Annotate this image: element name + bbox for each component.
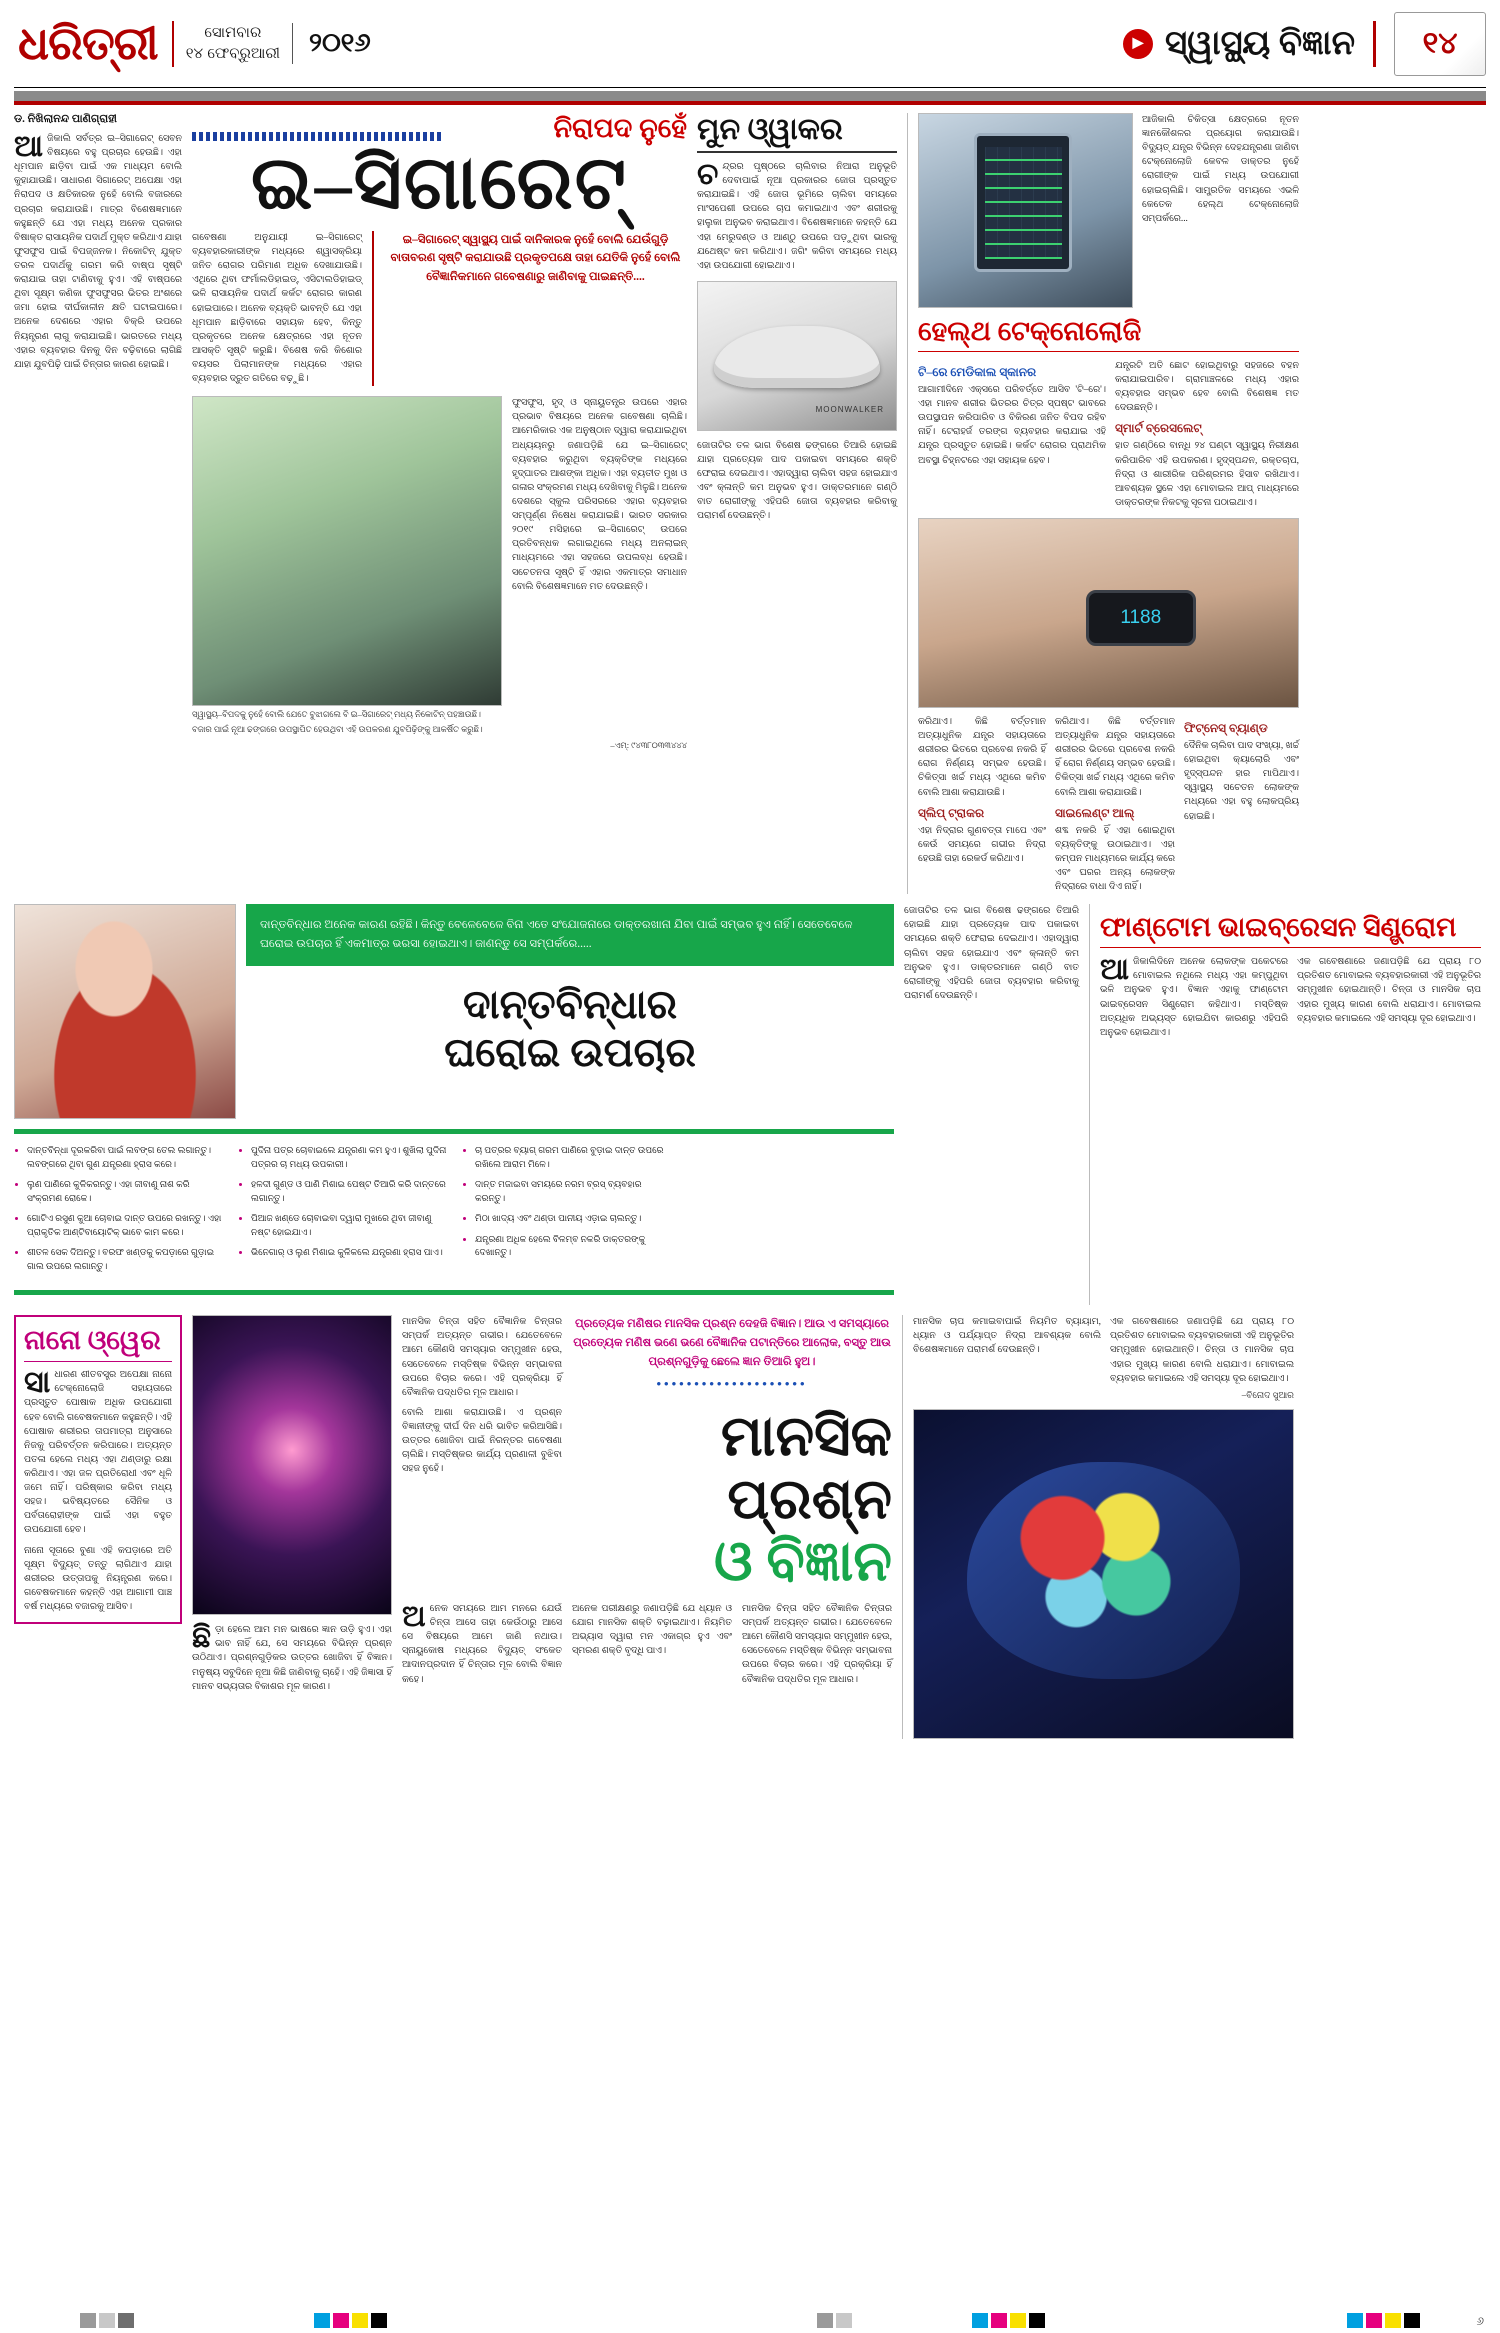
phantom-text-1: ଆଜିକାଲିଦିନେ ଅନେକ ଲୋକଙ୍କ ପକେଟରେ ମୋବାଇଲ ନଥିଲେ ମଧ୍ୟ ଏହା କମ୍ପୁଥିବା ଭଳି ଅନୁଭବ ହୁଏ। ବିଜ୍ଞାନ ଏହାକୁ ଫାଣ୍ଟୋମ ଭାଇବ୍ରେସନ ସିଣ୍ଡ୍ରୋମ କହିଥାଏ। ମସ୍ତିଷ୍କ ଅତ୍ୟଧିକ ଅଭ୍ୟସ୍ତ ହୋଇଯିବା କାରଣରୁ ଏହିପରି ଅନୁଭବ ହୋଇଥାଏ।	[1100, 953, 1288, 1038]
nano-photo-column	[192, 1315, 392, 1739]
smartphone-health-photo	[918, 113, 1133, 308]
fitness-band-photo	[918, 518, 1299, 708]
section-title	[1123, 25, 1355, 63]
mental-col-1: ଛିଡ଼ା ହେଲେ ଆମ ମନ ଭାଷରେ ଜ୍ଞାନ ଉଡ଼ି ହୁଏ। ଏହା ଭାବ ନାହିଁ ଯେ, ସେ ସମୟରେ ବିଭିନ୍ନ ପ୍ରଶ୍ନ ଉଠିଥାଏ। ପ୍ରଶ୍ନଗୁଡ଼ିକର ଉତ୍ତର ଖୋଜିବା ହିଁ ବିଜ୍ଞାନ। ମନୁଷ୍ୟ ସବୁଦିନେ ନୂଆ କିଛି ଜାଣିବାକୁ ଚାହେଁ। ଏହି ଜିଜ୍ଞାସା ହିଁ ମାନବ ସଭ୍ୟତାର ବିକାଶର ମୂଳ କାରଣ।	[192, 1621, 392, 1692]
phantom-text-2: ଏକ ଗବେଷଣାରେ ଜଣାପଡ଼ିଛି ଯେ ପ୍ରାୟ ୮୦ ପ୍ରତିଶତ ମୋବାଇଲ ବ୍ୟବହାରକାରୀ ଏହି ଅନୁଭୂତିର ସମ୍ମୁଖୀନ ହୋଇଥାନ୍ତି। ଚିନ୍ତା ଓ ମାନସିକ ଚାପ ଏହାର ମୁଖ୍ୟ କାରଣ ବୋଲି ଧରାଯାଏ। ମୋବାଇଲ ବ୍ୟବହାର କମାଇଲେ ଏହି ସମସ୍ୟା ଦୂର ହୋଇଥାଏ।	[1297, 957, 1481, 1024]
list-item: • ଦାନ୍ତ ମଜାଇବା ସମୟରେ ନରମ ବ୍ରସ୍ ବ୍ୟବହାର କରନ୍ତୁ।	[475, 1178, 672, 1205]
masthead-date	[174, 23, 293, 64]
masthead-day: ସୋମବାର	[204, 24, 262, 42]
toothache-tips-col1	[14, 1144, 224, 1280]
vaping-photo-caption: ସ୍ୱାସ୍ଥ୍ୟ–ବିପଦକୁ ନୁହେଁ ବୋଲି ଯେତେ ବୁଝାଗଲେ ବି ଇ–ସିଗାରେଟ୍ ମଧ୍ୟ ନିକୋଟିନ୍ ପହଞ୍ଚାଉଛି।	[192, 710, 481, 720]
print-registration-bar	[0, 2307, 1500, 2333]
swatch	[972, 2313, 988, 2328]
mental-heading-2a: ଓ	[713, 1531, 767, 1594]
shoe-photo	[697, 281, 897, 431]
mental-col-4: ଅନେକ ସମୟରେ ଆମ ମନରେ ଯେଉଁ ଚିନ୍ତା ଆସେ ତାହା କେଉଁଠାରୁ ଆସେ ସେ ବିଷୟରେ ଆମେ ଜାଣି ନଥାଉ। ସ୍ନାୟୁକୋଷ ମଧ୍ୟରେ ବିଦ୍ୟୁତ୍ ସଂକେତ ଆଦାନପ୍ରଦାନ ହିଁ ଚିନ୍ତାର ମୂଳ ବୋଲି ବିଜ୍ଞାନ କହେ।	[402, 1600, 562, 1685]
list-item: • ପିଆଜ ଖଣ୍ଡେ ଚୋବାଇବା ଦ୍ୱାରା ମୁଖରେ ଥିବା ଜୀବାଣୁ ନଷ୍ଟ ହୋଇଯାଏ।	[251, 1212, 448, 1239]
green-divider	[14, 1129, 894, 1134]
lead-kicker: ନିରାପଦ ନୁହେଁ	[553, 113, 687, 143]
swatch	[333, 2313, 349, 2328]
main-grid	[14, 113, 1486, 894]
moonwalker-article	[697, 113, 897, 894]
middle-band	[14, 904, 1486, 1305]
nano-text-2: ନାନୋ ସୂତାରେ ବୁଣା ଏହି କପଡ଼ାରେ ଅତି ସୂକ୍ଷ୍ମ ବିଦ୍ୟୁତ୍ ତନ୍ତୁ ଲାଗିଥାଏ ଯାହା ଶରୀରର ଉତ୍ତାପକୁ ନିୟନ୍ତ୍ରଣ କରେ। ଗବେଷକମାନେ କହନ୍ତି ଏହା ଆଗାମୀ ପାଞ୍ଚ ବର୍ଷ ମଧ୍ୟରେ ବଜାରକୁ ଆସିବ।	[24, 1545, 172, 1612]
mental-col-3: ବୋଲି ଆଶା କରାଯାଉଛି। ଏ ପ୍ରଶ୍ନ ବିଜ୍ଞାନୀଙ୍କୁ ଦୀର୍ଘ ଦିନ ଧରି ଭାବିତ କରିଆସିଛି। ଉତ୍ତର ଖୋଜିବା ପାଇଁ ନିରନ୍ତର ଗବେଷଣା ଚାଲିଛି। ମସ୍ତିଷ୍କର କାର୍ଯ୍ୟ ପ୍ରଣାଳୀ ବୁଝିବା ସହଜ ନୁହେଁ।	[402, 1407, 562, 1475]
swatch	[99, 2313, 115, 2328]
phone-body	[974, 133, 1072, 272]
mental-heading-1: ମାନସିକ ପ୍ରଶ୍ନ	[720, 1405, 892, 1531]
masthead-year: ୨୦୧୬	[309, 28, 371, 57]
silent-alarm-text: ଶବ୍ଦ ନକରି ହିଁ ଏହା ଶୋଇଥିବା ବ୍ୟକ୍ତିଙ୍କୁ ଉଠାଇଥାଏ। ଏହା କମ୍ପନ ମାଧ୍ୟମରେ କାର୍ଯ୍ୟ କରେ ଏବଂ ଘରର ଅନ୍ୟ ଲୋକଙ୍କ ନିଦ୍ରାରେ ବାଧା ଦିଏ ନାହିଁ।	[1055, 825, 1175, 893]
moonwalker-continued: ଜୋତାଟିର ତଳ ଭାଗ ବିଶେଷ ଢଙ୍ଗରେ ତିଆରି ହୋଇଛି ଯାହା ପ୍ରତ୍ୟେକ ପାଦ ପକାଇବା ସମୟରେ ଶକ୍ତି ଫେରାଇ ଦେଇଥାଏ। ଏହାଦ୍ୱାରା ଚାଲିବା ସହଜ ହୋଇଯାଏ ଏବଂ କ୍ଳାନ୍ତି କମ ଅନୁଭବ ହୁଏ। ଡାକ୍ତରମାନେ ଗଣ୍ଠି ବାତ ରୋଗୀଙ୍କୁ ଏହିପରି ଜୋତା ବ୍ୟବହାର କରିବାକୁ ପରାମର୍ଶ ଦେଉଛନ୍ତି।	[904, 906, 1079, 1001]
swatch	[314, 2313, 330, 2328]
shoe-brand-label: MOONWALKER	[815, 404, 884, 414]
swatch	[1029, 2313, 1045, 2328]
masthead-stripe-red	[14, 101, 1486, 105]
swatch	[371, 2313, 387, 2328]
color-swatches-cmyk-2	[972, 2313, 1045, 2328]
play-icon: ▶	[1123, 29, 1153, 59]
list-item: • ଲୁଣ ପାଣିରେ କୁଳିକରନ୍ତୁ। ଏହା ଜୀବାଣୁ ନାଶ କରି ସଂକ୍ରମଣ ରୋକେ।	[27, 1178, 224, 1205]
masthead-date-text: ୧୪ ଫେବ୍ରୁଆରୀ	[185, 44, 280, 62]
toothache-tips-col3	[462, 1144, 672, 1280]
list-item: • ପୁଦିନା ପତ୍ର ଚୋବାଇଲେ ଯନ୍ତ୍ରଣା କମ ହୁଏ। ଶୁଖିଲା ପୁଦିନା ପତ୍ରର ଚା ମଧ୍ୟ ଉପକାରୀ।	[251, 1144, 448, 1171]
masthead-stripe	[14, 91, 1486, 101]
lead-story	[192, 113, 687, 894]
silent-alarm-subhead: ସାଇଲେଣ୍ଟ ଆଲ୍‌	[1055, 805, 1135, 820]
toothache-heading-2: ଘରୋଇ ଉପଚାର	[444, 1030, 696, 1076]
toothache-photo	[14, 904, 236, 1119]
list-item: • ଗୋଟିଏ ରସୁଣ କୁଆ ଚୋବାଇ ଦାନ୍ତ ଉପରେ ରଖନ୍ତୁ। ଏହା ପ୍ରାକୃତିକ ଆଣ୍ଟିବାୟୋଟିକ୍ ଭାବେ କାମ କରେ।	[27, 1212, 224, 1239]
mental-heading-2	[572, 1531, 892, 1594]
list-item: • ଭିନେଗାର୍ ଓ ଲୁଣ ମିଶାଇ କୁଳିକଲେ ଯନ୍ତ୍ରଣା ହ୍ରାସ ପାଏ।	[251, 1246, 448, 1260]
masthead-divider	[1373, 21, 1376, 67]
decorative-bar	[192, 132, 442, 141]
list-item: • ଯନ୍ତ୍ରଣା ଅଧିକ ହେଲେ ବିଳମ୍ବ ନକରି ଡାକ୍ତରଙ୍କୁ ଦେଖାନ୍ତୁ।	[475, 1233, 672, 1260]
sleep-tracker-subhead: ସ୍ଲିପ୍ ଟ୍ରାକର	[918, 805, 985, 820]
vaping-photo-caption2: ବଜାର ପାଇଁ ନୂଆ ଢଙ୍ଗରେ ଉପସ୍ଥାପିତ ହେଉଥିବା ଏହି ଉପକରଣ ଯୁବପିଢ଼ିଙ୍କୁ ଆକର୍ଷିତ କରୁଛି।	[192, 725, 483, 735]
color-swatches-left	[80, 2313, 134, 2328]
phantom-heading: ଫାଣ୍ଟୋମ ଭାଇବ୍ରେସନ ସିଣ୍ଡ୍ରୋମ	[1100, 912, 1481, 948]
toothache-intro-box: ଦାନ୍ତବିନ୍ଧାର ଅନେକ କାରଣ ରହିଛି। କିନ୍ତୁ ବେଳେବେଳେ ବିନା ଏତେ ସଂଯୋଜନାରେ ଡାକ୍ତରଖାନା ଯିବା ପାଇଁ ସମ୍ଭବ ହୁଏ ନାହିଁ। ସେତେବେଳେ ଘରୋଇ ଉପଚାର ହିଁ ଏକମାତ୍ର ଭରସା ହୋଇଥାଏ। ଜାଣନ୍ତୁ ସେ ସମ୍ପର୍କରେ.....	[246, 904, 894, 966]
lead-col3-text: ଫୁସଫୁସ, ହୃଦ୍ ଓ ସ୍ନାୟୁତନ୍ତ୍ର ଉପରେ ଏହାର ପ୍ରଭାବ ବିଷୟରେ ଅନେକ ଗବେଷଣା ଚାଲିଛି। ଆମେରିକାର ଏକ ଅନୁଷ୍ଠାନ ଦ୍ୱାରା କରାଯାଇଥିବା ଅଧ୍ୟୟନରୁ ଜଣାପଡ଼ିଛି ଯେ ଇ–ସିଗାରେଟ୍ ବ୍ୟବହାର କରୁଥିବା ବ୍ୟକ୍ତିଙ୍କ ମଧ୍ୟରେ ହୃଦ୍‌ଘାତର ଆଶଙ୍କା ଅଧିକ। ଏହା ବ୍ୟତୀତ ମୁଖ ଓ ଗଳାର ସଂକ୍ରମଣ ମଧ୍ୟ ଦେଖିବାକୁ ମିଳୁଛି। ଅନେକ ଦେଶରେ ସ୍କୁଲ ପରିସରରେ ଏହାର ବ୍ୟବହାର ସମ୍ପୂର୍ଣ୍ଣ ନିଷେଧ କରାଯାଇଛି। ଭାରତ ସରକାର ୨୦୧୯ ମସିହାରେ ଇ–ସିଗାରେଟ୍ ଉପରେ ପ୍ରତିବନ୍ଧକ ଲଗାଇଥିଲେ ମଧ୍ୟ ଅନଲାଇନ୍ ମାଧ୍ୟମରେ ଏହା ସହଜରେ ଉପଲବ୍ଧ ହେଉଛି। ସଚେତନତା ସୃଷ୍ଟି ହିଁ ଏହାର ଏକମାତ୍ର ସମାଧାନ ବୋଲି ବିଶେଷଜ୍ଞମାନେ ମତ ଦେଉଛନ୍ତି।	[512, 398, 687, 592]
moonwalker-text: ଚନ୍ଦ୍ରର ପୃଷ୍ଠରେ ଚାଲିବାର ନିଆରା ଅନୁଭୂତି ଦେବାପାଇଁ ନୂଆ ପ୍ରକାରର ଜୋତା ପ୍ରସ୍ତୁତ କରାଯାଇଛି। ଏହି ଜୋତା ଭୂମିରେ ଚାଲିବା ସମୟରେ ମାଂସପେଶୀ ଉପରେ ଚାପ କମାଇଥାଏ ଏବଂ ଶରୀରକୁ ହାଲୁକା ଅନୁଭବ କରାଇଥାଏ। ବିଶେଷଜ୍ଞମାନେ କହନ୍ତି ଯେ ଏହା ମେରୁଦଣ୍ଡ ଓ ଆଣ୍ଠୁ ଉପରେ ପଡ଼ୁଥିବା ଭାରକୁ ଯଥେଷ୍ଟ କମ କରିଥାଏ। ଜଗିଂ କରିବା ସମୟରେ ମଧ୍ୟ ଏହା ଉପଯୋଗୀ ହୋଇଥାଏ।	[697, 158, 897, 271]
nano-wear-article	[14, 1315, 182, 1739]
mental-col-6: ମାନସିକ ଚିନ୍ତା ସହିତ ବୈଜ୍ଞାନିକ ଚିନ୍ତାର ସମ୍ପର୍କ ଅତ୍ୟନ୍ତ ଗଭୀର। ଯେତେବେଳେ ଆମେ କୌଣସି ସମସ୍ୟାର ସମ୍ମୁଖୀନ ହେଉ, ସେତେବେଳେ ମସ୍ତିଷ୍କ ବିଭିନ୍ନ ସମ୍ଭାବନା ଉପରେ ବିଚାର କରେ। ଏହି ପ୍ରକ୍ରିୟା ହିଁ ବୈଜ୍ଞାନିକ ପଦ୍ଧତିର ମୂଳ ଆଧାର।	[742, 1604, 892, 1685]
list-item: • ଶୀତଳ ସେକ ଦିଅନ୍ତୁ। ବରଫ ଖଣ୍ଡକୁ କପଡ଼ାରେ ଗୁଡ଼ାଇ ଗାଲ ଉପରେ ଲଗାନ୍ତୁ।	[27, 1246, 224, 1273]
nano-heading: ନାନୋ ଓ୍ୱେର	[24, 1325, 172, 1362]
sleep-tracker-text: ଏହା ନିଦ୍ରାର ଗୁଣବତ୍ତା ମାପେ ଏବଂ କେଉଁ ସମୟରେ ଗଭୀର ନିଦ୍ରା ହେଉଛି ତାହା ରେକର୍ଡ କରିଥାଏ।	[918, 825, 1046, 864]
lead-col1-text: ଆଜିକାଲି ସର୍ବତ୍ର ଇ–ସିଗାରେଟ୍ ସେବନ ବିଷୟରେ ବହୁ ପ୍ରଚାର ହେଉଛି। ଏହା ଧୂମପାନ ଛାଡ଼ିବା ପାଇଁ ଏକ ମାଧ୍ୟମ ବୋଲି କୁହାଯାଉଛି। ସାଧାରଣ ସିଗାରେଟ୍ ଅପେକ୍ଷା ଏହା ନିରାପଦ ଓ କ୍ଷତିକାରକ ନୁହେଁ ବୋଲି ବଜାରରେ ପ୍ରଚାର କରାଯାଉଛି। ମାତ୍ର ବିଶେଷଜ୍ଞମାନେ କହୁଛନ୍ତି ଯେ ଏହା ମଧ୍ୟ ଅନେକ ପ୍ରକାର ବିଷାକ୍ତ ରାସାୟନିକ ପଦାର୍ଥ ମୁକ୍ତ କରିଥାଏ ଯାହା ଫୁସଫୁସ ପାଇଁ ବିପଜ୍ଜନକ। ନିକୋଟିନ୍ ଯୁକ୍ତ ତରଳ ପଦାର୍ଥକୁ ଗରମ କରି ବାଷ୍ପ ସୃଷ୍ଟି କରାଯାଇ ତାହା ଟାଣିବାକୁ ହୁଏ। ଏହି ବାଷ୍ପରେ ଥିବା ସୂକ୍ଷ୍ମ କଣିକା ଫୁସଫୁସର ଭିତର ଅଂଶରେ ଜମା ହୋଇ ଦୀର୍ଘକାଳୀନ କ୍ଷତି ଘଟାଇପାରେ। ଅନେକ ଦେଶରେ ଏହାର ବିକ୍ରି ଉପରେ ନିୟନ୍ତ୍ରଣ ଲାଗୁ କରାଯାଇଛି। ଭାରତରେ ମଧ୍ୟ ଏହାର ବ୍ୟବହାର ଦିନକୁ ଦିନ ବଢ଼ିବାରେ ଲାଗିଛି ଯାହା ଯୁବପିଢ଼ି ପାଇଁ ଚିନ୍ତାର କାରଣ ହୋଇଛି।	[14, 130, 182, 370]
nano-particle-photo	[192, 1315, 392, 1615]
health-tech-colr1b: କରିଥାଏ। କିଛି ବର୍ତ୍ତମାନ ଅତ୍ୟାଧୁନିକ ଯନ୍ତ୍ର ସହାୟତାରେ ଶରୀରର ଭିତରେ ପ୍ରବେଶ ନକରି ହିଁ ରୋଗ ନିର୍ଣ୍ଣୟ ସମ୍ଭବ ହେଉଛି। ଚିକିତ୍ସା ଖର୍ଚ୍ଚ ମଧ୍ୟ ଏଥିରେ କମିବ ବୋଲି ଆଶା କରାଯାଉଛି।	[1055, 716, 1175, 798]
masthead	[14, 0, 1486, 88]
footer-page-number: ୬	[1476, 2314, 1484, 2328]
swatch	[80, 2313, 96, 2328]
swatch	[1385, 2313, 1401, 2328]
green-divider-2	[14, 1290, 894, 1295]
tray-scanner-subhead: ଟି–ରେ ମେଡିକାଲ ସ୍କାନର	[918, 365, 1037, 379]
color-swatches-cmyk	[314, 2313, 387, 2328]
column-left	[14, 113, 182, 894]
band-display: 1188	[1086, 590, 1196, 646]
health-tech-section	[907, 113, 1299, 894]
color-swatches-mid	[817, 2313, 852, 2328]
swatch	[1010, 2313, 1026, 2328]
brain-column	[902, 1315, 1294, 1739]
health-tech-photo-note: ଆଜିକାଲି ଚିକିତ୍ସା କ୍ଷେତ୍ରରେ ନୂତନ ଜ୍ଞାନକୌଶଳର ପ୍ରୟୋଗ କରାଯାଉଛି। ବିଦ୍ୟୁତ୍ ଯନ୍ତ୍ର ବିଭିନ୍ନ ଦେହଯନ୍ତ୍ରଣା ଜାଣିବା ଟେକ୍ନୋଲୋଜି କେବଳ ଡାକ୍ତର ନୁହେଁ ରୋଗୀଙ୍କ ପାଇଁ ମଧ୍ୟ ଉପଯୋଗୀ ହୋଇଚାଲିଛି। ସାମ୍ପ୍ରତିକ ସମୟରେ ଏଭଳି କେତେକ ହେଲ୍‌ଥ ଟେକ୍ନୋଲୋଜି ସମ୍ପର୍କରେ...	[1142, 115, 1299, 224]
vaping-photo	[192, 396, 502, 706]
lead-headline: ଇ–ସିଗାରେଟ୍	[251, 143, 628, 225]
lead-standfirst: ଇ–ସିଗାରେଟ୍ ସ୍ୱାସ୍ଥ୍ୟ ପାଇଁ ଦାନିକାରକ ନୁହେଁ ବୋଲି ଯେଉଁଗୁଡ଼ି ବାତାବରଣ ସୃଷ୍ଟି କରାଯାଉଛି ପ୍ରକୃତପକ୍ଷେ ତାହା ଯେତିକି ନୁହେଁ ବୋଲି ବୈଜ୍ଞାନିକମାନେ ଗବେଷଣାରୁ ଜାଣିବାକୁ ପାଇଛନ୍ତି....	[372, 231, 687, 386]
lead-byline: ଡ. ନିଖିଲାନନ୍ଦ ପାଣିଗ୍ରାହୀ	[14, 113, 117, 125]
nano-text: ସାଧାରଣ ଶୀତବସ୍ତ୍ର ଅପେକ୍ଷା ନାନୋ ଟେକ୍ନୋଲୋଜି ସହାୟତାରେ ପ୍ରସ୍ତୁତ ପୋଷାକ ଅଧିକ ଉପଯୋଗୀ ହେବ ବୋଲି ଗବେଷକମାନେ କହୁଛନ୍ତି। ଏହି ପୋଷାକ ଶରୀରର ତାପମାତ୍ରା ଅନୁସାରେ ନିଜକୁ ପରିବର୍ତ୍ତନ କରିପାରେ। ଅତ୍ୟନ୍ତ ପତଳା ହେଲେ ମଧ୍ୟ ଏହା ଥଣ୍ଡାରୁ ରକ୍ଷା କରିଥାଏ। ଏହା ଜଳ ପ୍ରତିରୋଧୀ ଏବଂ ଧୂଳି ଜମେ ନାହିଁ। ପରିଷ୍କାର କରିବା ମଧ୍ୟ ସହଜ। ଭବିଷ୍ୟତରେ ସୈନିକ ଓ ପର୍ବତାରୋହୀଙ୍କ ପାଇଁ ଏହା ବହୁତ ଉପଯୋଗୀ ହେବ।	[24, 1366, 172, 1536]
dotted-divider: ••••••••••••••••••••	[656, 1376, 808, 1392]
mental-science-article	[402, 1315, 892, 1739]
list-item: • ଦାନ୍ତବିନ୍ଧା ଦୂରକରିବା ପାଇଁ ଲବଙ୍ଗ ତେଲ ଲଗାନ୍ତୁ। ଲବଙ୍ଗରେ ଥିବା ଗୁଣ ଯନ୍ତ୍ରଣା ହ୍ରାସ କରେ।	[27, 1144, 224, 1171]
smart-bracelet-subhead: ସ୍ମାର୍ଟ ବ୍ରେସଲେଟ୍	[1115, 421, 1202, 436]
phantom-text-3: ମାନସିକ ଚାପ କମାଇବାପାଇଁ ନିୟମିତ ବ୍ୟାୟାମ, ଧ୍ୟାନ ଓ ପର୍ଯ୍ୟାପ୍ତ ନିଦ୍ରା ଆବଶ୍ୟକ ବୋଲି ବିଶେଷଜ୍ଞମାନେ ପରାମର୍ଶ ଦେଉଛନ୍ତି।	[913, 1317, 1101, 1356]
list-item: • ଚା ପତ୍ରର ବ୍ୟାଗ୍ ଗରମ ପାଣିରେ ବୁଡ଼ାଇ ଦାନ୍ତ ଉପରେ ରଖିଲେ ଆରାମ ମିଳେ।	[475, 1144, 672, 1171]
health-tech-colr1: କରିଥାଏ। କିଛି ବର୍ତ୍ତମାନ ଅତ୍ୟାଧୁନିକ ଯନ୍ତ୍ର ସହାୟତାରେ ଶରୀରର ଭିତରେ ପ୍ରବେଶ ନକରି ହିଁ ରୋଗ ନିର୍ଣ୍ଣୟ ସମ୍ଭବ ହେଉଛି। ଚିକିତ୍ସା ଖର୍ଚ୍ଚ ମଧ୍ୟ ଏଥିରେ କମିବ ବୋଲି ଆଶା କରାଯାଉଛି।	[918, 716, 1046, 798]
toothache-tips-col2	[238, 1144, 448, 1280]
fitness-band-subhead: ଫିଟ୍‌ନେସ୍ ବ୍ୟାଣ୍ଡ	[1184, 720, 1268, 735]
color-swatches-right	[1347, 2313, 1420, 2328]
swatch	[836, 2313, 852, 2328]
masthead-logo: ଧରିତ୍ରୀ	[14, 21, 174, 67]
swatch	[1404, 2313, 1420, 2328]
lead-source-note: –ଏମ୍: ୯୪୩୮୦୩୩୪୪୪	[610, 740, 687, 750]
swatch	[817, 2313, 833, 2328]
section-title-label: ସ୍ୱାସ୍ଥ୍ୟ ବିଜ୍ଞାନ	[1165, 24, 1355, 62]
moonwalker-text2: ଜୋତାଟିର ତଳ ଭାଗ ବିଶେଷ ଢଙ୍ଗରେ ତିଆରି ହୋଇଛି ଯାହା ପ୍ରତ୍ୟେକ ପାଦ ପକାଇବା ସମୟରେ ଶକ୍ତି ଫେରାଇ ଦେଇଥାଏ। ଏହାଦ୍ୱାରା ଚାଲିବା ସହଜ ହୋଇଯାଏ ଏବଂ କ୍ଳାନ୍ତି କମ ଅନୁଭବ ହୁଏ। ଡାକ୍ତରମାନେ ଗଣ୍ଠି ବାତ ରୋଗୀଙ୍କୁ ଏହିପରି ଜୋତା ବ୍ୟବହାର କରିବାକୁ ପରାମର୍ଶ ଦେଉଛନ୍ତି।	[697, 440, 897, 522]
swatch	[1347, 2313, 1363, 2328]
tray-scanner-text: ଆଗାମୀଦିନେ ଏକ୍ସରେ ପରିବର୍ତ୍ତେ ଆସିବ 'ଟି–ରେ'। ଏହା ମାନବ ଶରୀର ଭିତରର ଚିତ୍ର ସ୍ପଷ୍ଟ ଭାବରେ ଉପସ୍ଥାପନ କରିପାରିବ ଓ ବିକିରଣ ଜନିତ ବିପଦ ରହିବ ନାହିଁ। ଟେରାହର୍ଜ ତରଙ୍ଗ ବ୍ୟବହାର କରାଯାଇ ଏହି ଯନ୍ତ୍ର ପ୍ରସ୍ତୁତ ହୋଇଛି। କର୍କଟ ରୋଗର ପ୍ରାଥମିକ ଅବସ୍ଥା ଚିହ୍ନଟରେ ଏହା ସହାୟକ ହେବ।	[918, 385, 1106, 466]
list-item: • ମିଠା ଖାଦ୍ୟ ଏବଂ ଥଣ୍ଡା ପାନୀୟ ଏଡ଼ାଇ ଚାଲନ୍ତୁ।	[475, 1212, 672, 1226]
toothache-article	[14, 904, 894, 1305]
list-item: • ହଳଦୀ ଗୁଣ୍ଡ ଓ ପାଣି ମିଶାଇ ପେଷ୍ଟ ତିଆରି କରି ଦାନ୍ତରେ ଲଗାନ୍ତୁ।	[251, 1178, 448, 1205]
moonwalker-heading: ମୁନ ଓ୍ୱାକର	[697, 113, 897, 153]
toothache-heading-1: ଦାନ୍ତବିନ୍ଧାର	[462, 982, 678, 1028]
phone-screen	[985, 147, 1062, 259]
brain-figure	[967, 1462, 1240, 1678]
swatch	[1366, 2313, 1382, 2328]
mental-col-5: ଅନେକ ପରୀକ୍ଷଣରୁ ଜଣାପଡ଼ିଛି ଯେ ଧ୍ୟାନ ଓ ଯୋଗ ମାନସିକ ଶକ୍ତି ବଢ଼ାଇଥାଏ। ନିୟମିତ ଅଭ୍ୟାସ ଦ୍ୱାରା ମନ ଏକାଗ୍ର ହୁଏ ଏବଂ ସ୍ମରଣ ଶକ୍ତି ବୃଦ୍ଧି ପାଏ।	[572, 1604, 732, 1657]
health-tech-mid-text: ଯନ୍ତ୍ରଟି ଅତି ଛୋଟ ହୋଇଥିବାରୁ ସହଜରେ ବହନ କରାଯାଇପାରିବ। ଗ୍ରାମାଞ୍ଚଳରେ ମଧ୍ୟ ଏହାର ବ୍ୟବହାର ସମ୍ଭବ ହେବ ବୋଲି ବିଶେଷଜ୍ଞ ମତ ଦେଉଛନ୍ତି।	[1115, 361, 1299, 414]
smart-bracelet-text: ହାତ ଗଣ୍ଠିରେ ବାନ୍ଧି ୨୪ ଘଣ୍ଟା ସ୍ୱାସ୍ଥ୍ୟ ନିରୀକ୍ଷଣ କରିପାରିବ ଏହି ଉପକରଣ। ହୃଦ୍‌ସ୍ପନ୍ଦନ, ରକ୍ତଚାପ, ନିଦ୍ରା ଓ ଶାରୀରିକ ପରିଶ୍ରମର ହିସାବ ରଖିଥାଏ। ଆବଶ୍ୟକ ସ୍ଥଳେ ଏହା ମୋବାଇଲ ଆପ୍ ମାଧ୍ୟମରେ ଡାକ୍ତରଙ୍କ ନିକଟକୁ ସୂଚନା ପଠାଇଥାଏ।	[1115, 441, 1299, 508]
swatch	[991, 2313, 1007, 2328]
mental-col-2: ମାନସିକ ଚିନ୍ତା ସହିତ ବୈଜ୍ଞାନିକ ଚିନ୍ତାର ସମ୍ପର୍କ ଅତ୍ୟନ୍ତ ଗଭୀର। ଯେତେବେଳେ ଆମେ କୌଣସି ସମସ୍ୟାର ସମ୍ମୁଖୀନ ହେଉ, ସେତେବେଳେ ମସ୍ତିଷ୍କ ବିଭିନ୍ନ ସମ୍ଭାବନା ଉପରେ ବିଚାର କରେ। ଏହି ପ୍ରକ୍ରିୟା ହିଁ ବୈଜ୍ଞାନିକ ପଦ୍ଧତିର ମୂଳ ଆଧାର।	[402, 1317, 562, 1398]
health-tech-heading: ହେଲ୍‌ଥ ଟେକ୍ନୋଲୋଜି	[918, 316, 1299, 352]
mental-heading-2b: ବିଜ୍ଞାନ	[766, 1531, 892, 1594]
brain-illustration	[913, 1409, 1294, 1739]
fitness-band-text: ଦୈନିକ ଚାଲିବା ପାଦ ସଂଖ୍ୟା, ଖର୍ଚ୍ଚ ହୋଇଥିବା କ୍ୟାଲୋରି ଏବଂ ହୃଦ୍‌ସ୍ପନ୍ଦନ ହାର ମାପିଥାଏ। ସ୍ୱାସ୍ଥ୍ୟ ସଚେତନ ଲୋକଙ୍କ ମଧ୍ୟରେ ଏହା ବହୁ ଲୋକପ୍ରିୟ ହୋଇଛି।	[1184, 740, 1299, 822]
lead-col2-text: ଗବେଷଣା ଅନୁଯାୟୀ ଇ–ସିଗାରେଟ୍ ବ୍ୟବହାରକାରୀଙ୍କ ମଧ୍ୟରେ ଶ୍ୱାସକ୍ରିୟା ଜନିତ ରୋଗର ପରିମାଣ ଅଧିକ ଦେଖାଯାଉଛି। ଏଥିରେ ଥିବା ଫର୍ମାଲଡିହାଇଡ୍, ଏସିଟାଲଡିହାଇଡ୍ ଭଳି ରାସାୟନିକ ପଦାର୍ଥ କର୍କଟ ରୋଗର କାରଣ ହୋଇପାରେ। ଅନେକ ବ୍ୟକ୍ତି ଭାବନ୍ତି ଯେ ଏହା ଧୂମପାନ ଛାଡ଼ିବାରେ ସହାୟକ ହେବ, କିନ୍ତୁ ପ୍ରକୃତରେ ଅନେକ କ୍ଷେତ୍ରରେ ଏହା ନୂତନ ଆସକ୍ତି ସୃଷ୍ଟି କରୁଛି। ବିଶେଷ କରି କିଶୋର ବୟସର ପିଲାମାନଙ୍କ ମଧ୍ୟରେ ଏହାର ବ୍ୟବହାର ଦ୍ରୁତ ଗତିରେ ବଢ଼ୁଛି।	[192, 233, 362, 385]
phantom-text-3b: ଏକ ଗବେଷଣାରେ ଜଣାପଡ଼ିଛି ଯେ ପ୍ରାୟ ୮୦ ପ୍ରତିଶତ ମୋବାଇଲ ବ୍ୟବହାରକାରୀ ଏହି ଅନୁଭୂତିର ସମ୍ମୁଖୀନ ହୋଇଥାନ୍ତି। ଚିନ୍ତା ଓ ମାନସିକ ଚାପ ଏହାର ମୁଖ୍ୟ କାରଣ ବୋଲି ଧରାଯାଏ। ମୋବାଇଲ ବ୍ୟବହାର କମାଇଲେ ଏହି ସମସ୍ୟା ଦୂର ହୋଇଥାଏ।	[1110, 1317, 1294, 1384]
swatch	[118, 2313, 134, 2328]
page-number-badge: ୧୪	[1394, 12, 1486, 76]
woman-figure	[15, 905, 235, 1118]
shoe-figure	[714, 326, 880, 388]
mental-pullquote: ପ୍ରତ୍ୟେକ ମଣିଷର ମାନସିକ ପ୍ରଶ୍ନ ଦେହଜି ବିଜ୍ଞାନ। ଆଉ ଏ ସମସ୍ୟାରେ ପ୍ରତ୍ୟେକ ମଣିଷ ଭଣେ ଭଣେ ବୈଜ୍ଞାନିକ ପଟାନ୍ତିରେ ଆଲୋକ, ବସ୍ତୁ ଆଉ ପ୍ରଶ୍ନଗୁଡ଼ିକୁ ଛେଲେ ଜ୍ଞାନ ତିଆରି ହୁଅ।	[573, 1318, 891, 1369]
phantom-signature: –ବିନୋଦ ସୁଆର	[1241, 1389, 1294, 1400]
swatch	[352, 2313, 368, 2328]
bottom-band	[14, 1315, 1486, 1739]
phantom-article	[1089, 904, 1481, 1305]
